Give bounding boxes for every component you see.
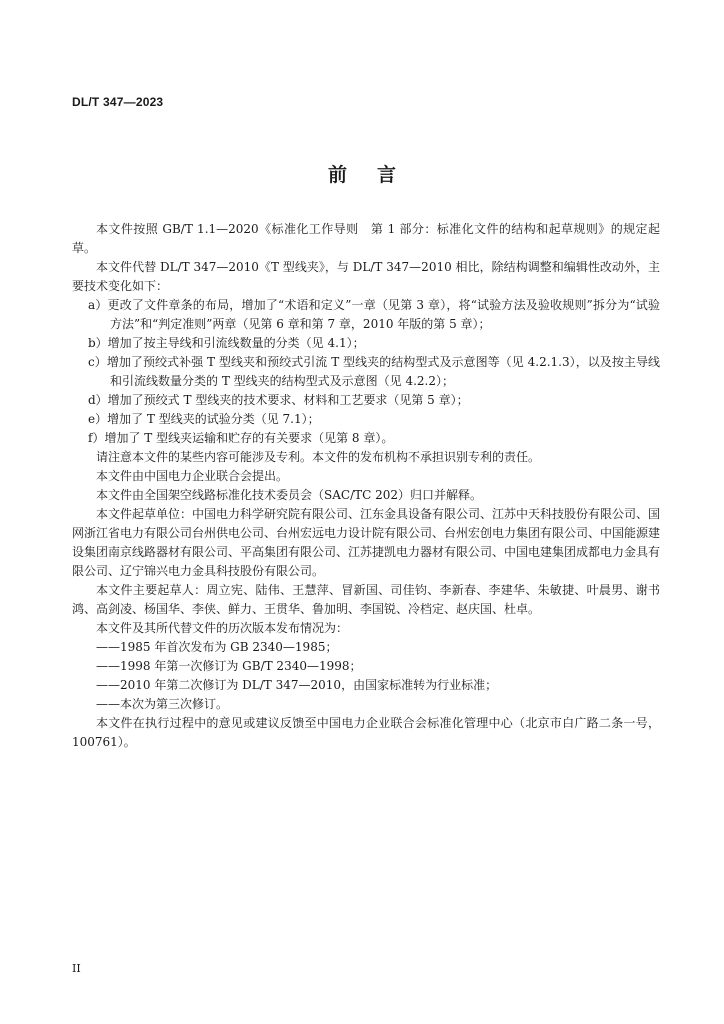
change-item-b: b）增加了按主导线和引流线数量的分类（见 4.1）； <box>88 336 365 350</box>
change-item-d: d）增加了预绞式 T 型线夹的技术要求、材料和工艺要求（见第 5 章）； <box>88 393 469 407</box>
change-item-e: e）增加了 T 型线夹的试验分类（见 7.1）； <box>88 412 320 426</box>
paragraph-history-intro: 本文件及其所代替文件的历次版本发布情况为： <box>96 621 349 635</box>
change-item-f: f）增加了 T 型线夹运输和贮存的有关要求（见第 8 章）。 <box>88 431 394 445</box>
history-item-1985: ——1985 年首次发布为 GB 2340—1985； <box>96 640 338 654</box>
change-item-c: c）增加了预绞式补强 T 型线夹和预绞式引流 T 型线夹的结构型式及示意图等（见 4.2.1.3），以及按主导线和引流线数量分类的 T 型线夹的结构型式及示意图（见 4.2.2）； <box>88 355 660 388</box>
history-item-current: ——本次为第三次修订。 <box>96 697 229 711</box>
paragraph-feedback: 本文件在执行过程中的意见或建议反馈至中国电力企业联合会标准化管理中心（北京市白广路二条一号，100761）。 <box>72 716 660 749</box>
page-title: 前言 <box>327 164 426 186</box>
paragraph-proposer: 本文件由中国电力企业联合会提出。 <box>96 469 289 483</box>
document-code: DL/T 347—2023 <box>72 95 164 109</box>
history-item-2010: ——2010 年第二次修订为 DL/T 347—2010，由国家标准转为行业标准； <box>96 678 498 692</box>
paragraph-patent-notice: 请注意本文件的某些内容可能涉及专利。本文件的发布机构不承担识别专利的责任。 <box>96 450 541 464</box>
change-item-a: a）更改了文件章条的布局，增加了“术语和定义”一章（见第 3 章），将“试验方法及验收规则”拆分为“试验方法”和“判定准则”两章（见第 6 章和第 7 章，2010 年版的第 5 章）； <box>88 298 660 331</box>
paragraph-drafting-basis: 本文件按照 GB/T 1.1—2020《标准化工作导则 第 1 部分：标准化文件的结构和起草规则》的规定起草。 <box>72 222 660 255</box>
paragraph-committee: 本文件由全国架空线路标准化技术委员会（SAC/TC 202）归口并解释。 <box>96 488 483 502</box>
paragraph-replacement: 本文件代替 DL/T 347—2010《T 型线夹》，与 DL/T 347—2010 相比，除结构调整和编辑性改动外，主要技术变化如下： <box>72 260 660 293</box>
paragraph-drafters: 本文件主要起草人：周立宪、陆伟、王慧萍、冒新国、司佳钧、李新春、李建华、朱敏捷、叶晨男、谢书鸿、高剑凌、杨国华、李侠、鲜力、王贯华、鲁加明、李国锐、冷档定、赵庆国、杜卓。 <box>72 583 660 616</box>
document-body <box>72 220 660 752</box>
page-number: II <box>72 962 81 975</box>
paragraph-drafting-units: 本文件起草单位：中国电力科学研究院有限公司、江东金具设备有限公司、江苏中天科技股份有限公司、国网浙江省电力有限公司台州供电公司、台州宏远电力设计院有限公司、台州宏创电力集团有限公司、中国能源建设集团南京线路器材有限公司、平高集团有限公司、江苏捷凯电力器材有限公司、中国电建集团成都电力金具有限公司、辽宁锦兴电力金具科技股份有限公司。 <box>72 507 661 578</box>
history-item-1998: ——1998 年第一次修订为 GB/T 2340—1998； <box>96 659 362 673</box>
